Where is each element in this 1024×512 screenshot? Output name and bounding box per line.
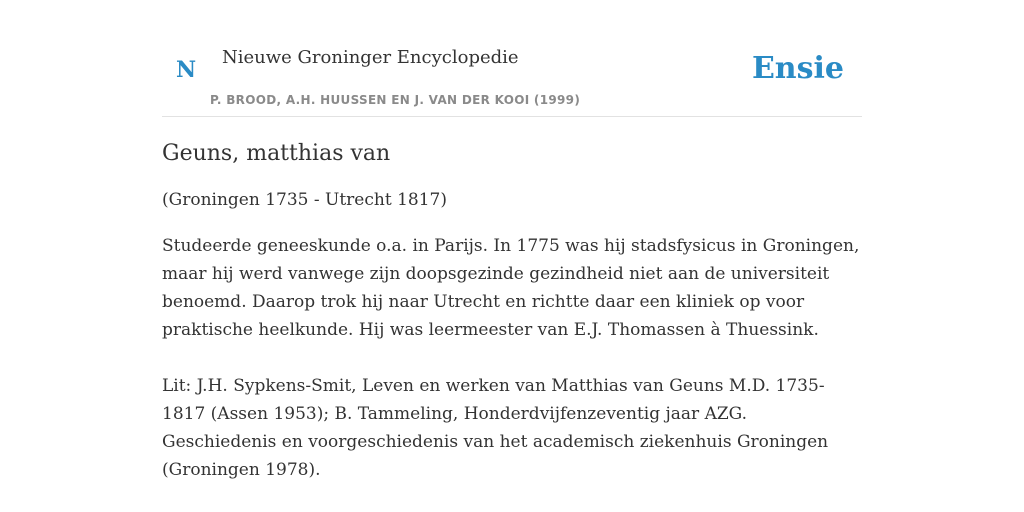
book-authors: P. BROOD, A.H. HUUSSEN EN J. VAN DER KOOI (1999) xyxy=(210,93,581,107)
book-logo-icon[interactable]: N xyxy=(176,57,197,83)
book-title[interactable]: Nieuwe Groninger Encyclopedie xyxy=(222,47,519,68)
page-title: Geuns, matthias van xyxy=(162,141,391,166)
ensie-logo[interactable]: Ensie xyxy=(751,51,844,86)
entry-literature: Lit: J.H. Sypkens-Smit, Leven en werken van Matthias van Geuns M.D. 1735-1817 (Assen 1953); B. Tammeling, Honderdvijfenzeventig jaar AZG. Geschiedenis en voorgeschiedenis van het academisch ziekenhuis Groningen (Groningen 1978). xyxy=(162,376,829,480)
book-header xyxy=(162,0,862,117)
article xyxy=(162,138,862,484)
entry-body: Studeerde geneeskunde o.a. in Parijs. In 1775 was hij stadsfysicus in Groningen, maar hij werd vanwege zijn doopsgezinde gezindheid niet aan de universiteit benoemd. Daarop trok hij naar Utrecht en richtte daar een kliniek op voor praktische heelkunde. Hij was leermeester van E.J. Thomassen à Thuessink. xyxy=(162,236,860,340)
entry-subtitle: (Groningen 1735 - Utrecht 1817) xyxy=(162,190,447,210)
